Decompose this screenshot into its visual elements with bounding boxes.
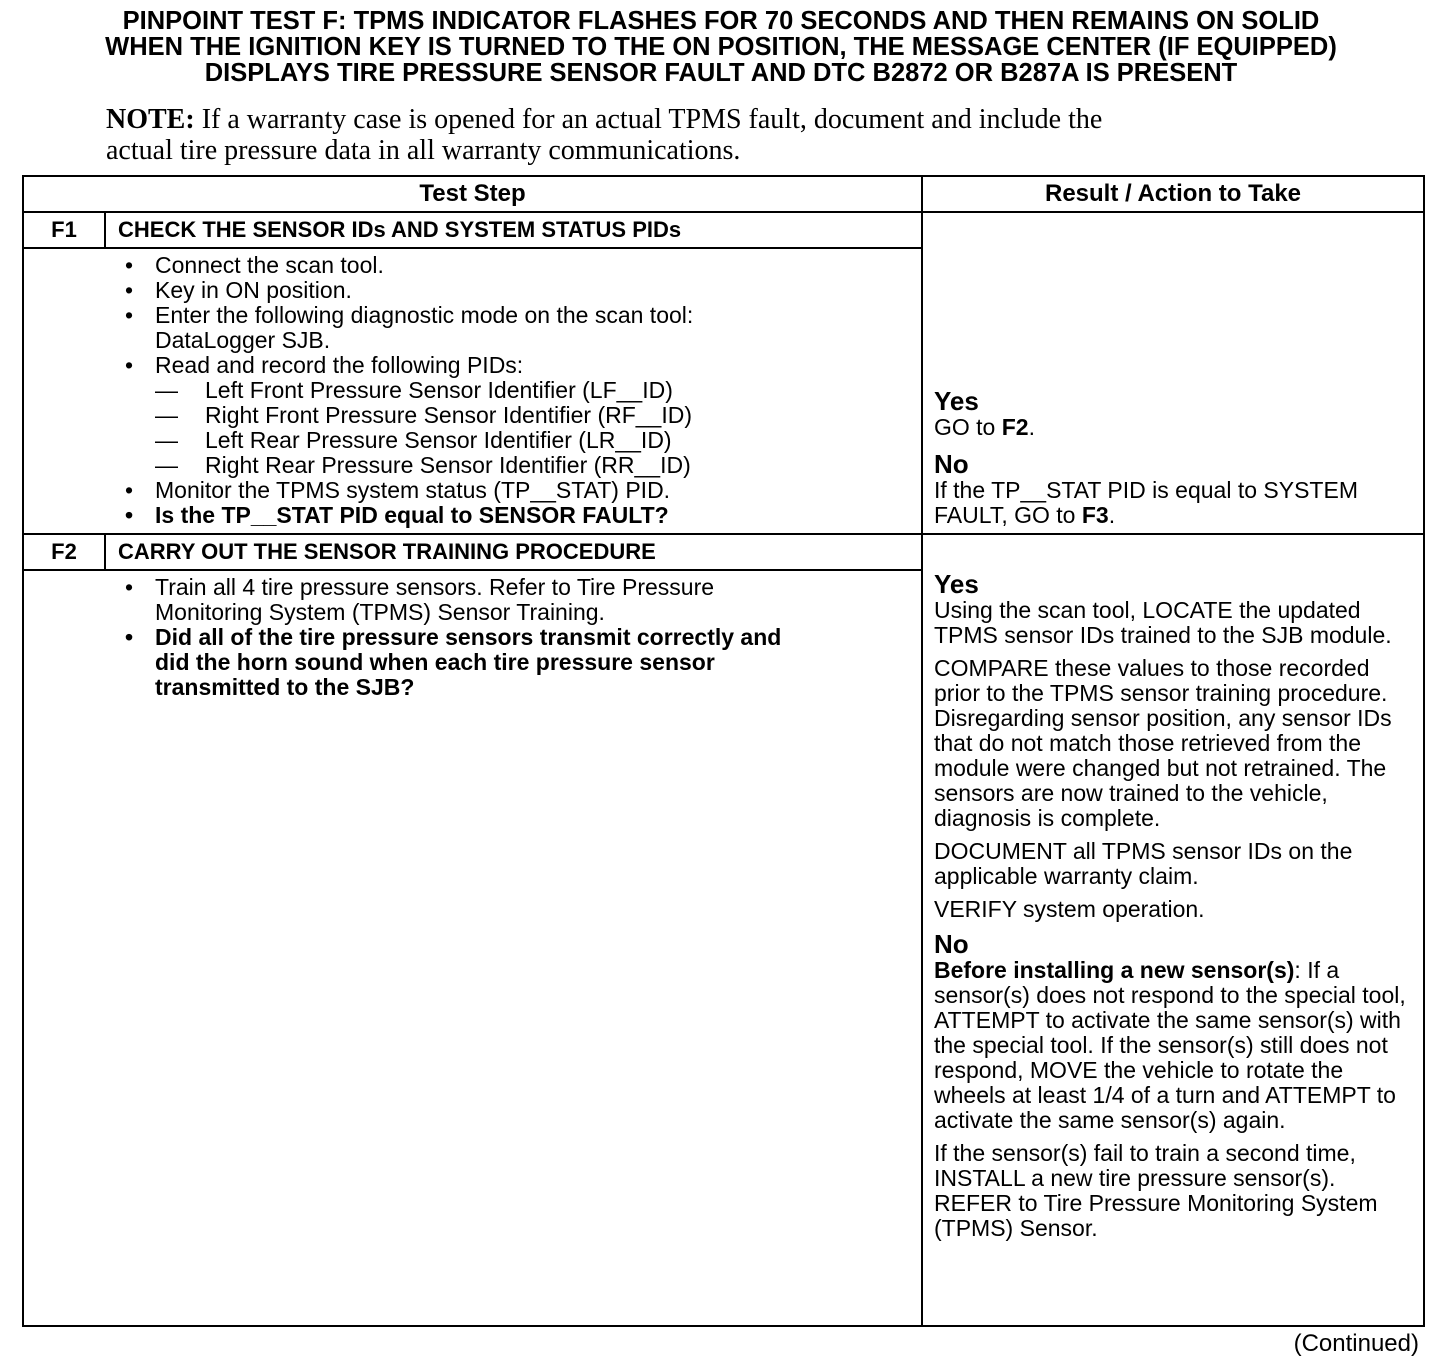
result-f1: Yes GO to F2. No If the TP__STAT PID is equal to SYSTEM FAULT, GO to F3. [922,212,1424,534]
result-f2 [922,534,1424,1326]
step-body-f1 [105,248,922,534]
list-item: • Read and record the following PIDs: — Left Front Pressure Sensor Identifier (LF__ID) — Right Front Pressure Sensor Identifier (RF__ID) — Left Rear Pressure Sensor Identifier (LR__ID) — Right Rear Pressure Sensor Identifier (RR__ID) [105,353,921,478]
sub-list-item: — Left Front Pressure Sensor Identifier (LF__ID) [155,377,673,403]
result-f1-no-text: If the TP__STAT PID is equal to SYSTEM FAULT, GO to [934,477,1358,528]
step-heading-f1: CHECK THE SENSOR IDs AND SYSTEM STATUS PIDs [105,212,922,248]
step-id-f2: F2 [23,534,105,570]
list-item-question: • Did all of the tire pressure sensors transmit correctly and did the horn sound when each tire pressure sensor transmitted to the SJB? [124,624,782,700]
result-f2-no-bold: Before installing a new sensor(s) [934,957,1295,983]
list-item: • Key in ON position. [124,277,352,303]
note [106,104,1406,166]
col-header-test-step: Test Step [23,176,922,212]
note-label: NOTE: [106,104,195,135]
result-f2-yes-p3: DOCUMENT all TPMS sensor IDs on the applicable warranty claim. [934,838,1353,889]
result-f2-yes-p2: COMPARE these values to those recorded prior to the TPMS sensor training procedure. Disregarding sensor position, any sensor IDs that do not match those retrieved from the module were changed but not retrained. The sensors are now trained to the vehicle, diagnosis is complete. [934,655,1392,831]
title-line-2: WHEN THE IGNITION KEY IS TURNED TO THE ON POSITION, THE MESSAGE CENTER (IF EQUIPPED) [105,33,1337,61]
result-f1-yes-target: F2 [1001,414,1029,440]
note-text-2: actual tire pressure data in all warranty communications. [106,135,741,166]
sub-list-item: — Left Rear Pressure Sensor Identifier (LR__ID) [155,427,672,453]
result-f2-yes-p4: VERIFY system operation. [934,896,1205,922]
list-item: • Train all 4 tire pressure sensors. Refer to Tire Pressure Monitoring System (TPMS) Sensor Training. [124,574,715,625]
result-f2-no-p2: If the sensor(s) fail to train a second time, INSTALL a new tire pressure sensor(s). REFER to Tire Pressure Monitoring System (TPMS) Sensor. [934,1140,1378,1241]
result-f2-yes-label: Yes [934,569,979,599]
result-f1-yes-text: GO to [934,414,1002,440]
list-item: • Monitor the TPMS system status (TP__STAT) PID. [124,477,671,503]
result-f1-yes-label: Yes [934,386,979,416]
title-line-3: DISPLAYS TIRE PRESSURE SENSOR FAULT AND DTC B2872 OR B287A IS PRESENT [204,59,1238,87]
step-id-f1: F1 [23,212,105,248]
result-f1-no-target: F3 [1081,502,1109,528]
list-item-question: • Is the TP__STAT PID equal to SENSOR FAULT? [124,502,669,528]
result-f1-no-label: No [934,449,969,479]
step-heading-f2: CARRY OUT THE SENSOR TRAINING PROCEDURE [105,534,922,570]
col-header-result: Result / Action to Take [922,176,1424,212]
list-item: • Connect the scan tool. [124,252,384,278]
step-body-f2 [105,570,922,1326]
result-f2-yes-p1: Using the scan tool, LOCATE the updated TPMS sensor IDs trained to the SJB module. [934,597,1392,648]
continued-label: (Continued) [1293,1330,1419,1357]
page-title [0,8,1442,86]
result-f2-no-label: No [934,929,969,959]
sub-list-item: — Right Rear Pressure Sensor Identifier (RR__ID) [155,452,691,478]
sub-list-item: — Right Front Pressure Sensor Identifier (RF__ID) [155,402,693,428]
list-item: • Enter the following diagnostic mode on the scan tool: DataLogger SJB. [124,302,694,353]
title-line-1: PINPOINT TEST F: TPMS INDICATOR FLASHES FOR 70 SECONDS AND THEN REMAINS ON SOLID [122,7,1320,35]
result-f2-no-p1: : If a sensor(s) does not respond to the special tool, ATTEMPT to activate the same sensor(s) with the special tool. If the sensor(s) still does not respond, MOVE the vehicle to rotate the wheels at least 1/4 of a turn and ATTEMPT to activate the same sensor(s) again. [934,957,1406,1133]
pinpoint-table [22,175,1425,1327]
note-text-1: If a warranty case is opened for an actual TPMS fault, document and include the [194,104,1103,135]
